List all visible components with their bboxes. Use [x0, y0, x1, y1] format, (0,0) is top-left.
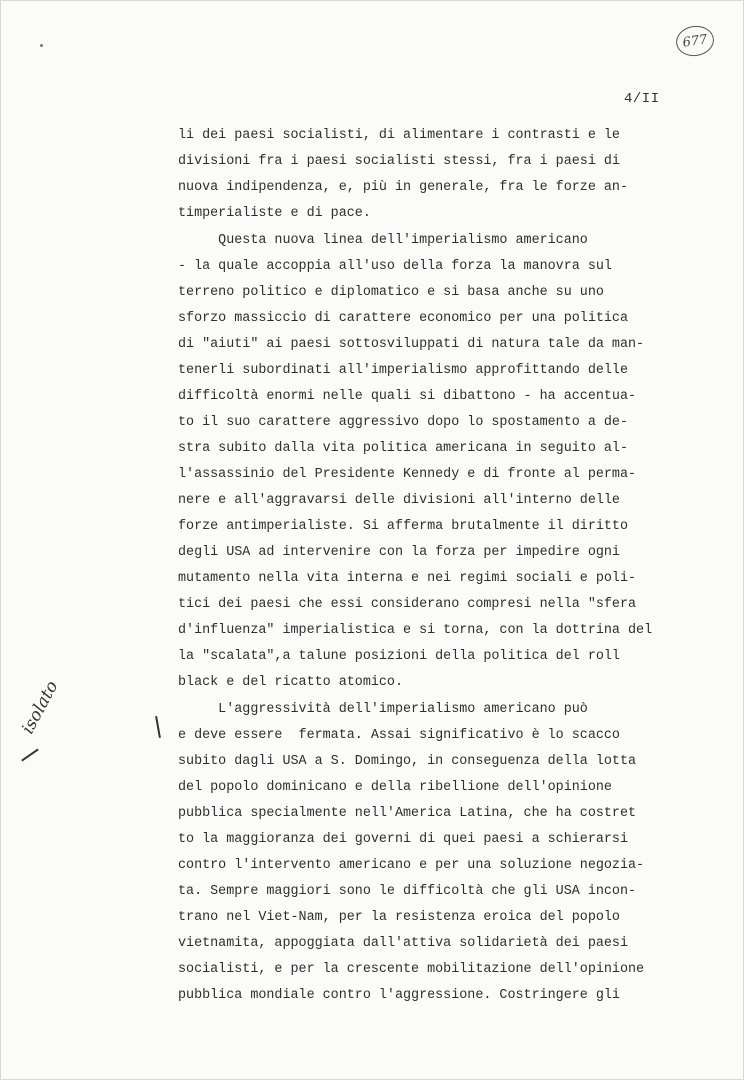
text-line: degli USA ad intervenire con la forza per impedire ogni	[178, 545, 620, 560]
text-line: Questa nuova linea dell'imperialismo americano	[178, 233, 588, 248]
text-line: tenerli subordinati all'imperialismo approfittando delle	[178, 363, 628, 378]
text-line: forze antimperialiste. Si afferma brutalmente il diritto	[178, 519, 628, 534]
handwritten-margin-note: isolato	[18, 677, 63, 738]
text-line: li dei paesi socialisti, di alimentare i contrasti e le	[178, 128, 620, 143]
text-line: l'assassinio del Presidente Kennedy e di fronte al perma-	[178, 467, 637, 482]
text-line: nuova indipendenza, e, più in generale, fra le forze an-	[178, 180, 628, 195]
text-line: pubblica specialmente nell'America Latina, che ha costret	[178, 806, 637, 821]
text-line: to la maggioranza dei governi di quei paesi a schierarsi	[178, 832, 628, 847]
text-line: pubblica mondiale contro l'aggressione. Costringere gli	[178, 988, 620, 1003]
ink-mark	[40, 44, 43, 47]
text-line: e deve essere fermata. Assai significativo è lo scacco	[178, 728, 620, 743]
text-line: - la quale accoppia all'uso della forza la manovra sul	[178, 259, 612, 274]
text-line: la "scalata",a talune posizioni della politica del roll	[178, 649, 620, 664]
text-line: difficoltà enormi nelle quali si dibattono - ha accentua-	[178, 389, 637, 404]
text-line: L'aggressività dell'imperialismo americano può	[178, 702, 588, 717]
text-line: socialisti, e per la crescente mobilitazione dell'opinione	[178, 962, 645, 977]
text-line: timperialiste e di pace.	[178, 206, 371, 221]
text-line: tici dei paesi che essi considerano compresi nella "sfera	[178, 597, 637, 612]
text-line: terreno politico e diplomatico e si basa anche su uno	[178, 285, 604, 300]
text-line: d'influenza" imperialistica e si torna, con la dottrina del	[178, 623, 653, 638]
text-line: trano nel Viet-Nam, per la resistenza eroica del popolo	[178, 910, 620, 925]
text-line: sforzo massiccio di carattere economico per una politica	[178, 311, 628, 326]
text-line: divisioni fra i paesi socialisti stessi, fra i paesi di	[178, 154, 620, 169]
text-line: di "aiuti" ai paesi sottosviluppati di natura tale da man-	[178, 337, 645, 352]
archive-stamp: 677	[674, 24, 716, 59]
text-line: subito dagli USA a S. Domingo, in conseguenza della lotta	[178, 754, 637, 769]
text-line: contro l'intervento americano e per una soluzione negozia-	[178, 858, 645, 873]
text-line: vietnamita, appoggiata dall'attiva solidarietà dei paesi	[178, 936, 628, 951]
text-line: mutamento nella vita interna e nei regimi sociali e poli-	[178, 571, 637, 586]
text-line: nere e all'aggravarsi delle divisioni all'interno delle	[178, 493, 620, 508]
text-line: del popolo dominicano e della ribellione dell'opinione	[178, 780, 612, 795]
text-line: to il suo carattere aggressivo dopo lo spostamento a de-	[178, 415, 628, 430]
text-line: ta. Sempre maggiori sono le difficoltà che gli USA incon-	[178, 884, 637, 899]
page-number: 4/II	[624, 91, 660, 107]
text-line: stra subito dalla vita politica americana in seguito al-	[178, 441, 628, 456]
text-line: black e del ricatto atomico.	[178, 675, 403, 690]
